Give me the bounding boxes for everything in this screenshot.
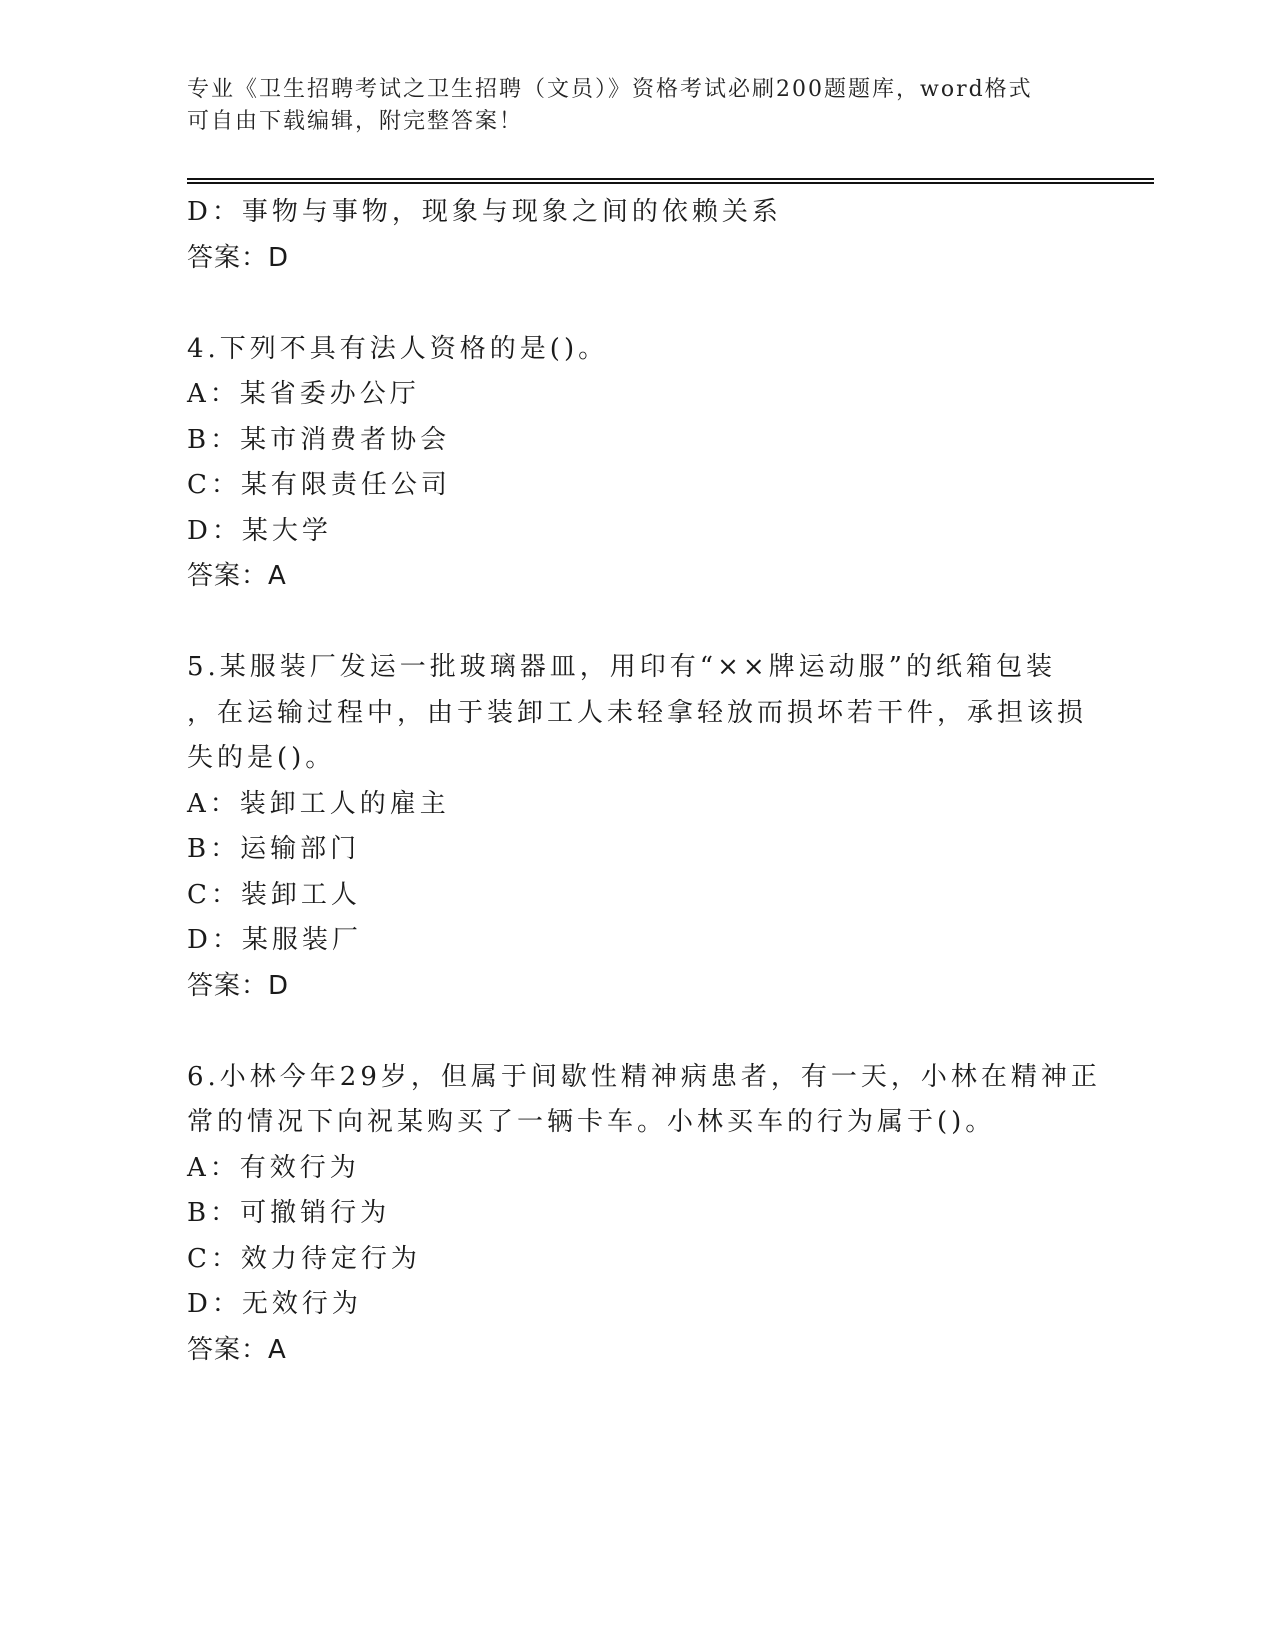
question-option-d: D：无效行为 [187,1289,362,1319]
prev-question-option-d: D：事物与事物，现象与现象之间的依赖关系 [187,197,782,227]
question-option-b: B：运输部门 [187,834,361,864]
question-answer: 答案：D [187,970,290,1001]
question-option-c: C：某有限责任公司 [187,470,451,500]
question-option-b: B：可撤销行为 [187,1198,391,1228]
question-6 [187,1055,1107,1374]
header-rule-bottom [187,182,1154,184]
question-option-a: A：有效行为 [187,1152,360,1183]
question-answer: 答案：A [187,561,287,591]
question-stem: 失的是()。 [187,743,336,773]
header-line-1: 专业《卫生招聘考试之卫生招聘（文员）》资格考试必刷200题题库，word格式 [187,77,1033,102]
question-option-d: D：某大学 [187,515,332,546]
spacer [187,600,1107,646]
question-option-b: B：某市消费者协会 [187,424,451,455]
question-option-d: D：某服装厂 [187,925,362,955]
prev-question-answer: 答案：D [187,242,290,273]
question-option-a: A：装卸工人的雇主 [187,788,450,819]
question-option-a: A：某省委办公厅 [187,379,420,409]
question-4 [187,327,1107,600]
question-stem: ，在运输过程中，由于装卸工人未轻拿轻放而损坏若干件，承担该损 [187,697,1088,728]
question-stem: 6.小林今年29岁，但属于间歇性精神病患者，有一天，小林在精神正 [187,1061,1101,1092]
question-option-c: C：效力待定行为 [187,1243,421,1274]
document-header [187,74,1087,138]
question-answer: 答案：A [187,1334,287,1365]
question-stem: 4.下列不具有法人资格的是()。 [187,333,609,364]
header-line-2: 可自由下载编辑，附完整答案！ [187,109,524,134]
spacer [187,281,1107,327]
question-5 [187,645,1107,1009]
question-stem: 5.某服装厂发运一批玻璃器皿，用印有“××牌运动服”的纸箱包装 [187,652,1056,682]
header-rule-top [187,178,1154,180]
document-body [187,190,1107,1373]
question-option-c: C：装卸工人 [187,879,361,910]
spacer [187,1009,1107,1055]
question-stem: 常的情况下向祝某购买了一辆卡车。小林买车的行为属于()。 [187,1107,996,1137]
